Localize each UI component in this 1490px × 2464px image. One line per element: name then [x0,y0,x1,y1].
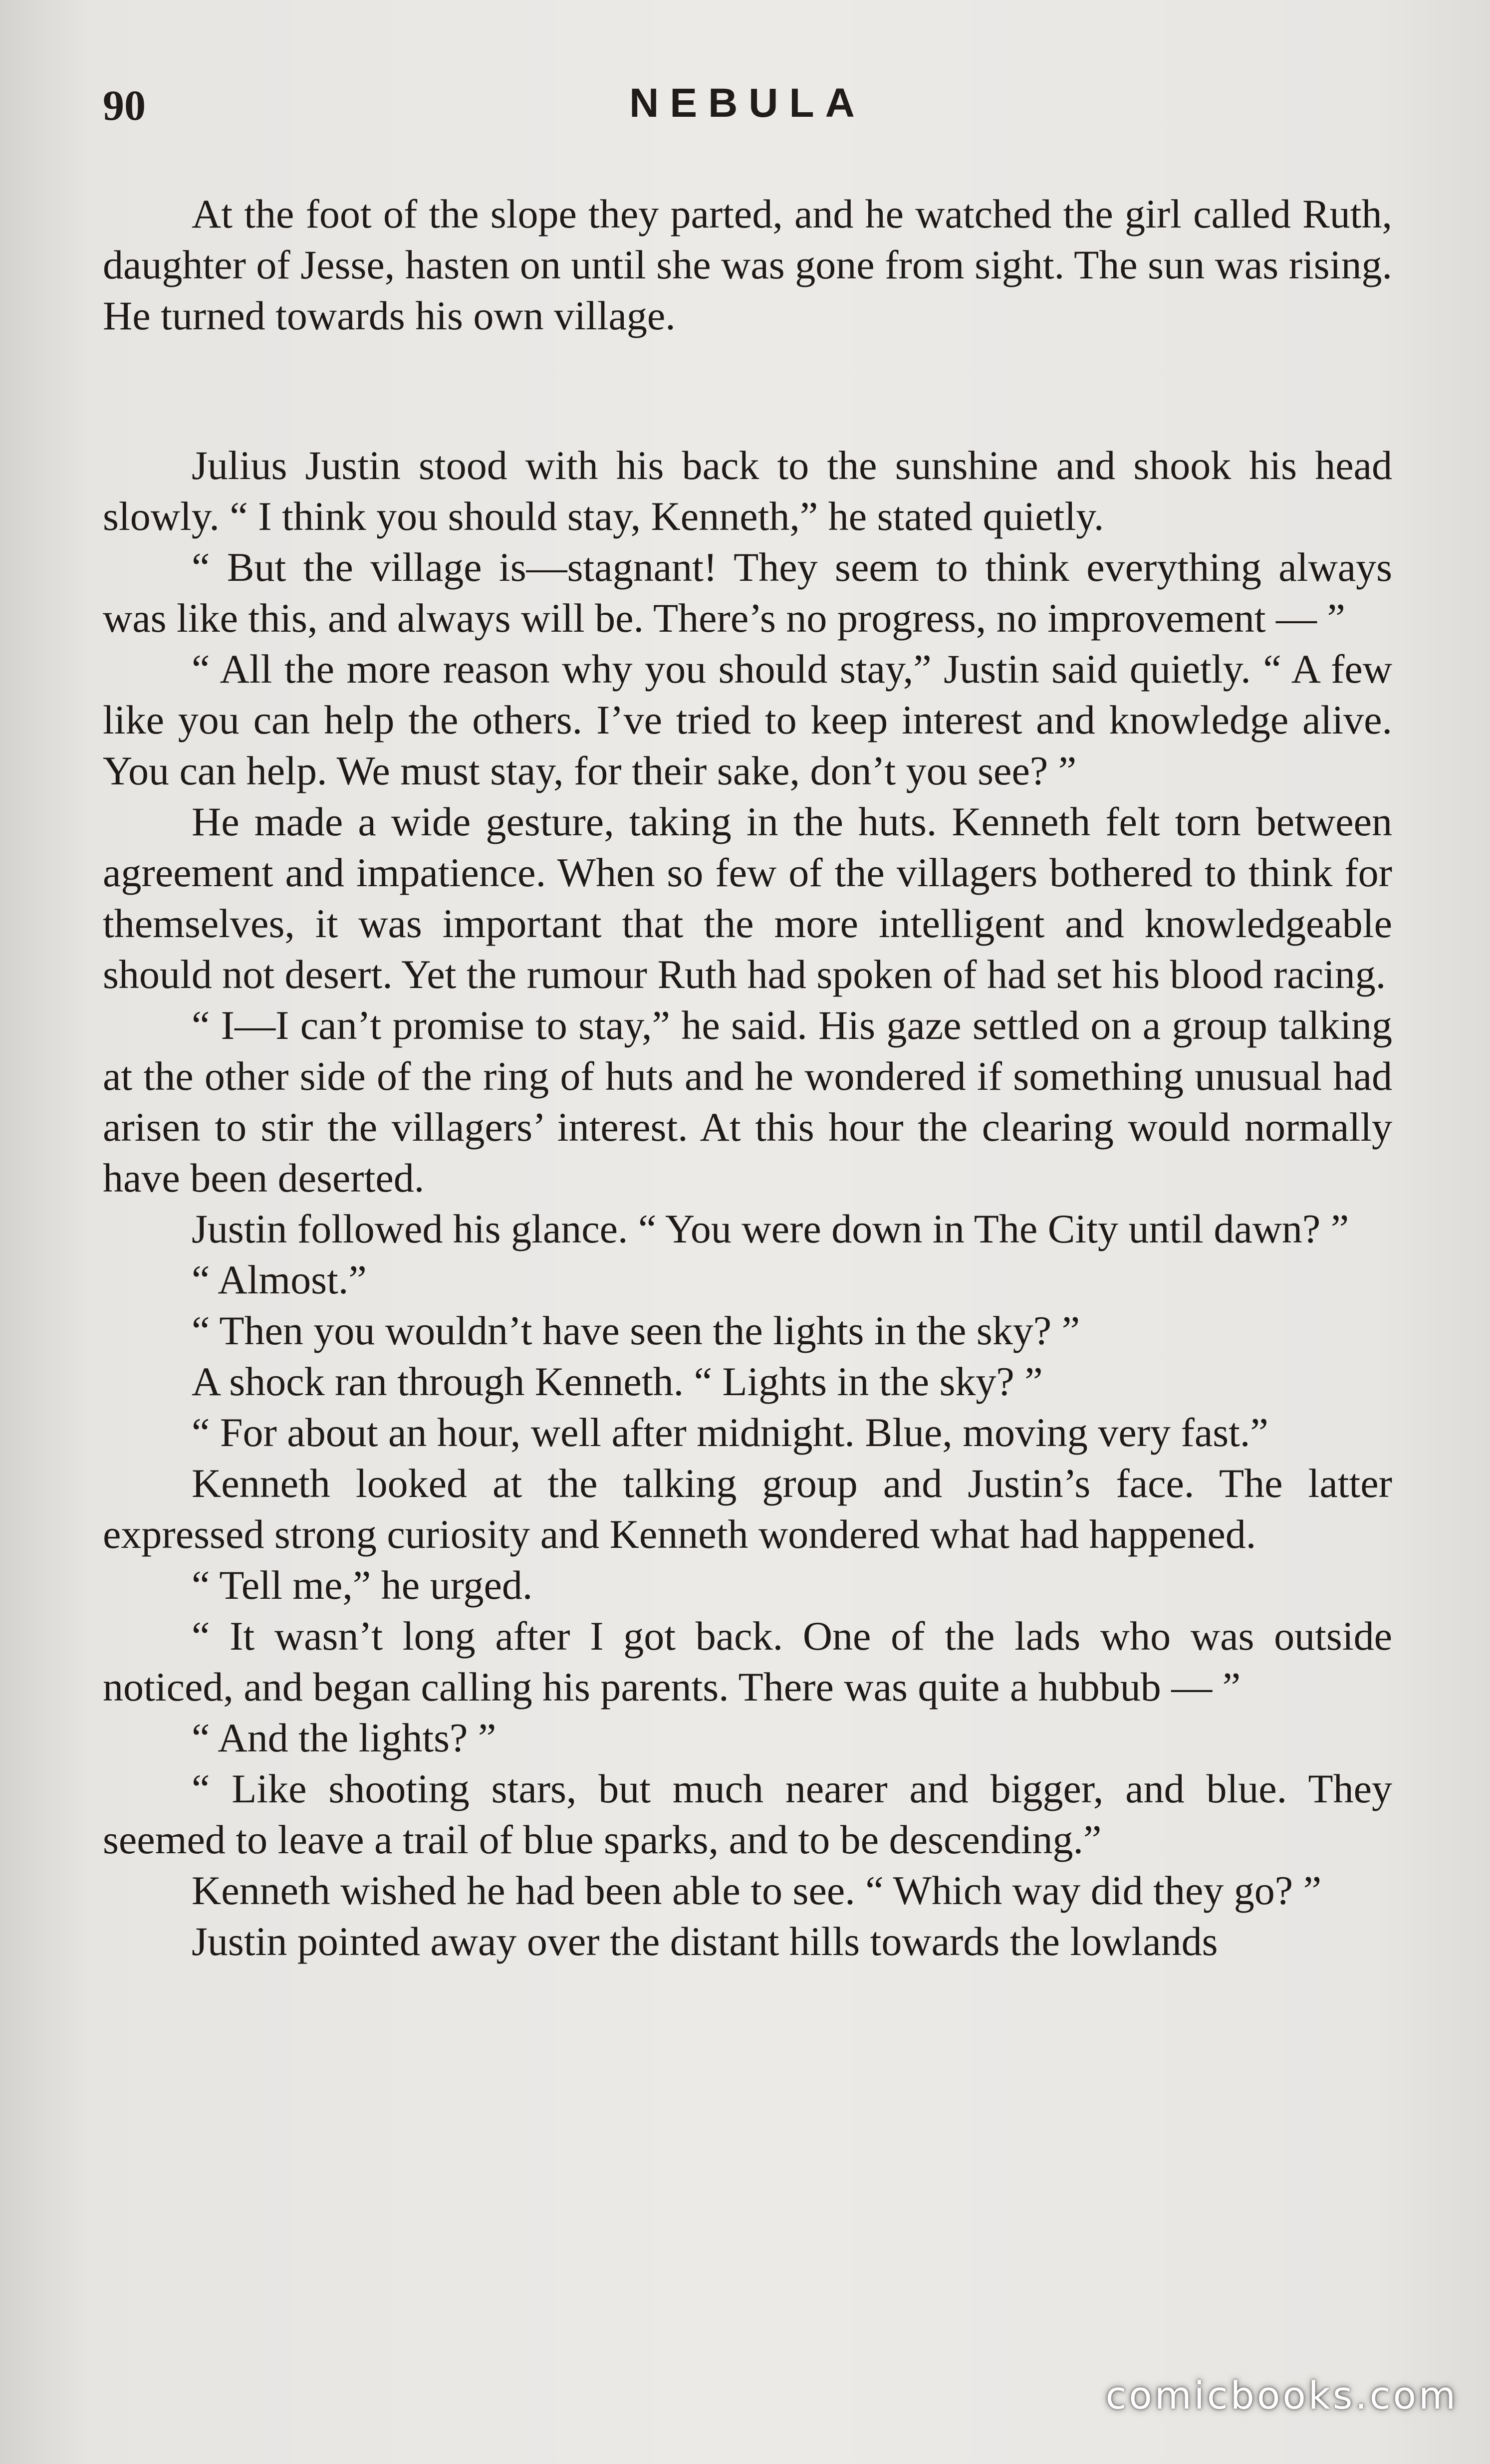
body-text [103,189,1392,1967]
site-watermark: comicbooks.com [1105,2373,1458,2418]
paragraph: “ I—I can’t promise to stay,” he said. His gaze settled on a group talking at the other side of the ring of huts and he wondered if something unusual had arisen to stir the villagers’ interest. At this hour the clearing would normally have been deserted. [103,1002,1392,1201]
paragraph: Kenneth wished he had been able to see. “ Which way did they go? ” [192,1868,1322,1913]
paragraph: “ Almost.” [192,1257,367,1302]
paragraph: Justin followed his glance. “ You were down in The City until dawn? ” [192,1206,1349,1251]
paragraph: “ Like shooting stars, but much nearer and bigger, and blue. They seemed to leave a trail of blue sparks, and to be descending.” [103,1766,1392,1862]
paragraph: “ Tell me,” he urged. [192,1562,533,1608]
paragraph: “ For about an hour, well after midnight. Blue, moving very fast.” [192,1410,1268,1455]
page-number: 90 [103,81,146,129]
paragraph: “ All the more reason why you should stay,” Justin said quietly. “ A few like you can help the others. I’ve tried to keep interest and knowledge alive. You can help. We must stay, for their sake, don’t you see? ” [103,646,1392,793]
paragraph: “ Then you wouldn’t have seen the lights in the sky? ” [192,1308,1080,1353]
paragraph: “ But the village is—stagnant! They seem to think everything always was like this, and always will be. There’s no progress, no improvement — ” [103,544,1392,641]
paragraph: “ And the lights? ” [192,1715,497,1760]
paragraph: At the foot of the slope they parted, and he watched the girl called Ruth, daughter of Jesse, hasten on until she was gone from sight. The sun was rising. He turned towards his own village. [103,191,1392,338]
paragraph-last: Justin pointed away over the distant hills towards the lowlands [192,1919,1218,1964]
paragraph: “ It wasn’t long after I got back. One of the lads who was outside noticed, and began calling his parents. There was quite a hubbub — ” [103,1613,1392,1710]
paragraph: Kenneth looked at the talking group and Justin’s face. The latter expressed strong curiosity and Kenneth wondered what had happened. [103,1461,1392,1557]
paragraph: He made a wide gesture, taking in the huts. Kenneth felt torn between agreement and impatience. When so few of the villagers bothered to think for themselves, it was important that the more intelligent and knowledgeable should not desert. Yet the rumour Ruth had spoken of had set his blood racing. [103,799,1392,997]
paragraph-section-start: Julius Justin stood with his back to the sunshine and shook his head slowly. “ I think you should stay, Kenneth,” he stated quietly. [103,443,1392,539]
running-head-title: NEBULA [629,80,866,126]
paragraph: A shock ran through Kenneth. “ Lights in the sky? ” [192,1359,1043,1404]
